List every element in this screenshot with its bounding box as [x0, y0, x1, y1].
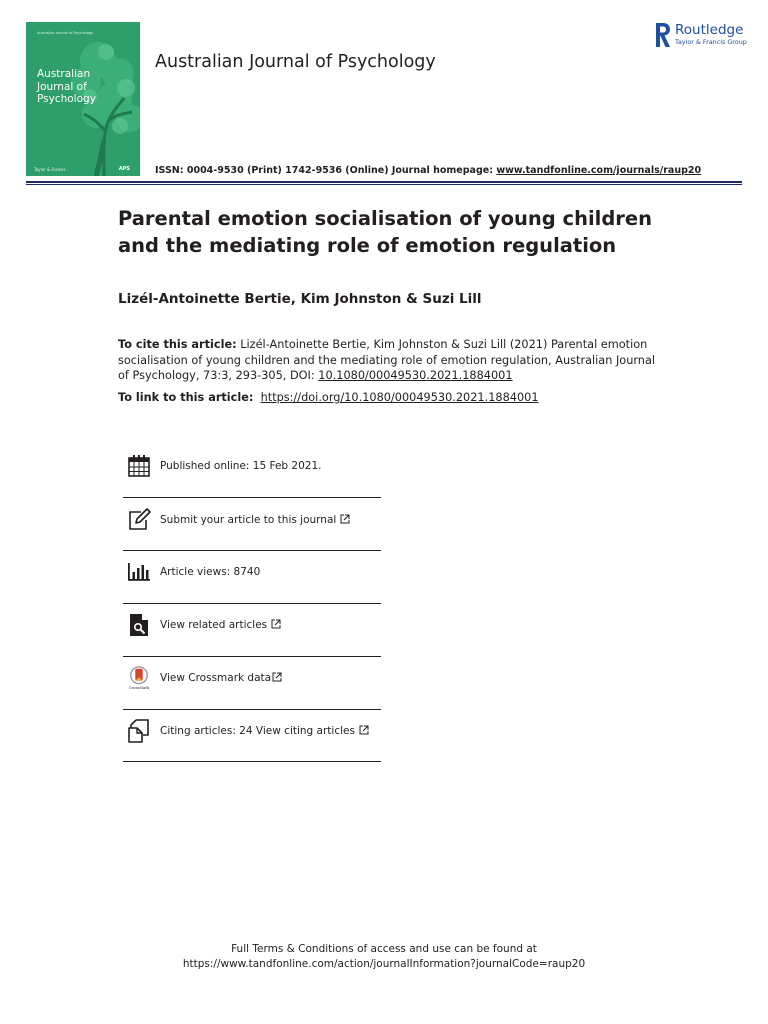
- related-row[interactable]: [123, 613, 381, 653]
- cover-top-text: Australian Journal of Psychology: [37, 31, 94, 35]
- crossmark-icon-label: CrossMark: [128, 686, 150, 690]
- submit-article-link[interactable]: Submit your article to this journal: [160, 514, 350, 526]
- header-rule-thin: [26, 184, 742, 185]
- cover-society-mark: APS: [118, 166, 130, 172]
- calendar-icon: [127, 454, 151, 478]
- citation-block: [118, 337, 658, 384]
- footer-terms: [0, 942, 768, 972]
- link-label: To link to this article:: [118, 391, 254, 404]
- article-url-link[interactable]: https://doi.org/10.1080/00049530.2021.1884001: [260, 391, 539, 404]
- citation-text: Lizél-Antoinette Bertie, Kim Johnston & Suzi Lill (2021) Parental emotion socialisation of young children and the mediating role of emotion regulation, Australian Journal of Psychology, 73:3, 293-305, DOI:: [118, 338, 656, 382]
- info-divider: [123, 497, 381, 498]
- issn-text: ISSN: 0004-9530 (Print) 1742-9536 (Online) Journal homepage:: [155, 165, 497, 176]
- info-divider: [123, 603, 381, 604]
- info-divider: [123, 656, 381, 657]
- info-divider: [123, 550, 381, 551]
- routledge-sub: Taylor & Francis Group: [675, 38, 747, 46]
- doi-link[interactable]: 10.1080/00049530.2021.1884001: [318, 369, 513, 382]
- footer-line-1: Full Terms & Conditions of access and use can be found at: [231, 943, 537, 955]
- info-divider: [123, 709, 381, 710]
- routledge-name: Routledge: [675, 22, 744, 38]
- routledge-r-icon: [654, 21, 672, 49]
- article-title: Parental emotion socialisation of young children and the mediating role of emotion regulation: [118, 207, 653, 257]
- cover-publisher-mark: Taylor & Francis: [34, 167, 66, 172]
- article-views: Article views: 8740: [160, 566, 261, 578]
- external-link-icon: [271, 619, 281, 629]
- document-search-icon: [127, 613, 151, 637]
- article-authors: Lizél-Antoinette Bertie, Kim Johnston & Suzi Lill: [118, 291, 482, 307]
- published-row: [123, 454, 381, 494]
- link-block: [118, 391, 539, 404]
- info-divider: [123, 761, 381, 762]
- journal-cover[interactable]: [26, 22, 140, 176]
- citing-row[interactable]: [123, 719, 381, 759]
- edit-icon: [127, 508, 151, 532]
- header-rule: [26, 181, 742, 183]
- citing-articles-link[interactable]: Citing articles: 24 View citing articles: [160, 725, 369, 737]
- citing-articles-icon: [127, 719, 151, 743]
- footer-terms-link[interactable]: https://www.tandfonline.com/action/journalInformation?journalCode=raup20: [182, 958, 586, 970]
- journal-homepage-link[interactable]: www.tandfonline.com/journals/raup20: [496, 165, 702, 176]
- view-crossmark-link[interactable]: View Crossmark data: [160, 672, 282, 684]
- external-link-icon: [272, 672, 282, 682]
- external-link-icon: [359, 725, 369, 735]
- issn-line: [155, 165, 701, 176]
- crossmark-icon: [127, 666, 151, 690]
- crossmark-row[interactable]: [123, 666, 381, 706]
- cover-title: Australian Journal of Psychology: [37, 68, 96, 105]
- views-row: [123, 560, 381, 600]
- journal-name: Australian Journal of Psychology: [155, 52, 436, 72]
- routledge-logo[interactable]: [654, 21, 749, 51]
- view-related-link[interactable]: View related articles: [160, 619, 281, 631]
- published-date: Published online: 15 Feb 2021.: [160, 460, 322, 472]
- bar-chart-icon: [127, 560, 151, 584]
- external-link-icon: [340, 514, 350, 524]
- submit-row[interactable]: [123, 508, 381, 548]
- citation-label: To cite this article:: [118, 338, 237, 351]
